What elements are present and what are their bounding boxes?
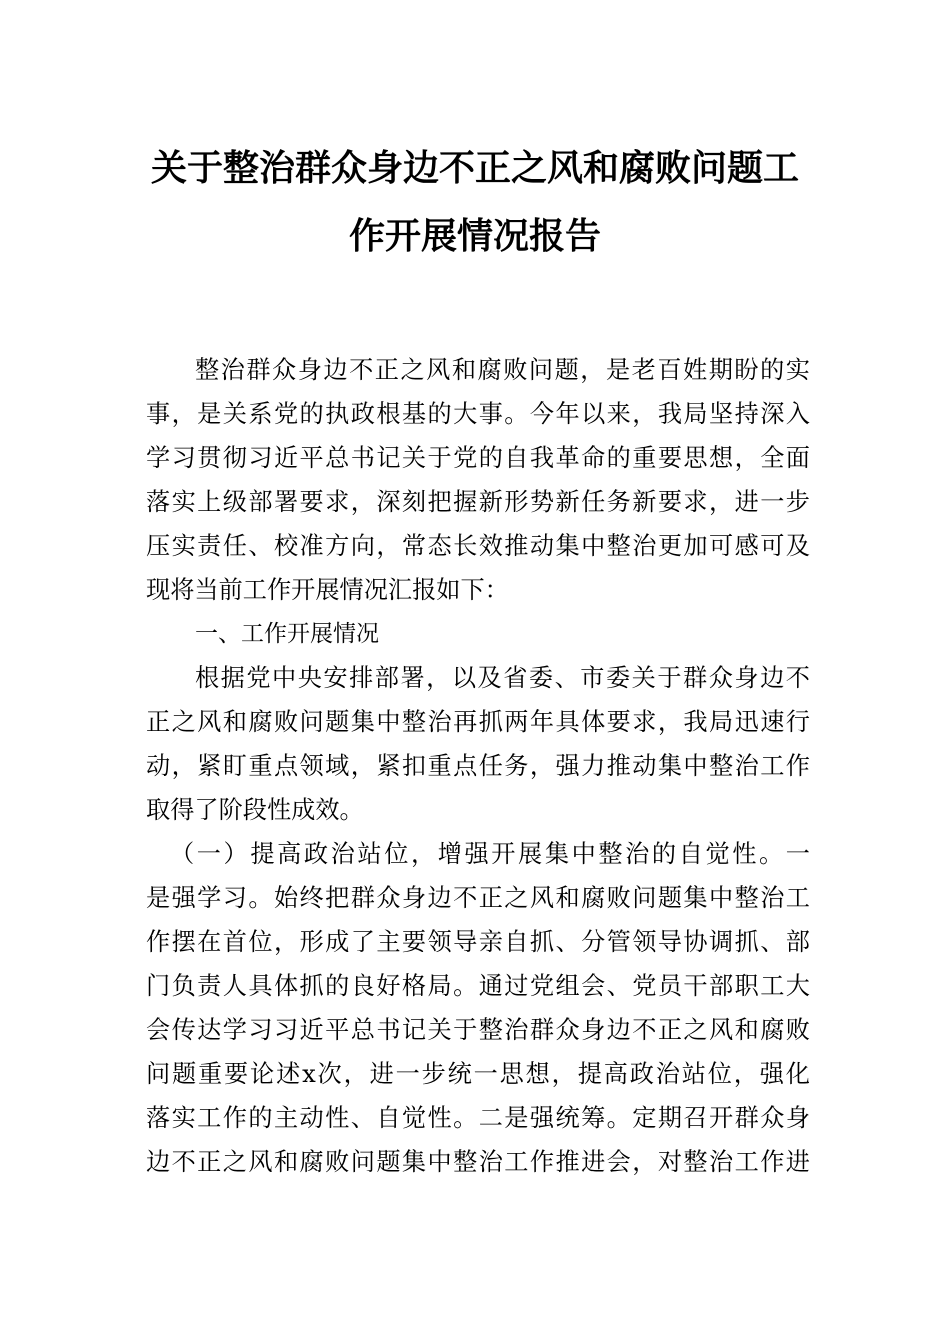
paragraph-2-line: 取得了阶段性成效。	[146, 796, 364, 824]
document-title-line-1: 关于整治群众身边不正之风和腐败问题工	[150, 147, 799, 189]
paragraph-1-line: 压实责任、校准方向，常态长效推动集中整治更加可感可及	[146, 532, 810, 560]
paragraph-2-line: 根据党中央安排部署，以及省委、市委关于群众身边不	[195, 664, 810, 692]
document-title-line-2: 作开展情况报告	[348, 215, 601, 257]
paragraph-3-line: 会传达学习习近平总书记关于整治群众身边不正之风和腐败	[146, 1016, 810, 1044]
paragraph-3-line: 作摆在首位，形成了主要领导亲自抓、分管领导协调抓、部	[146, 928, 810, 956]
section-heading: 一、工作开展情况	[195, 621, 379, 647]
paragraph-3-line: 落实工作的主动性、自觉性。二是强统筹。定期召开群众身	[146, 1104, 810, 1132]
paragraph-2-line: 正之风和腐败问题集中整治再抓两年具体要求，我局迅速行	[146, 708, 810, 736]
paragraph-3-line: （一）提高政治站位，增强开展集中整治的自觉性。一	[170, 840, 810, 868]
paragraph-3-line: 门负责人具体抓的良好格局。通过党组会、党员干部职工大	[146, 972, 810, 1000]
paragraph-3-line: 问题重要论述x次，进一步统一思想，提高政治站位，强化	[146, 1060, 810, 1088]
paragraph-1-line: 落实上级部署要求，深刻把握新形势新任务新要求，进一步	[146, 488, 810, 516]
paragraph-1-line: 整治群众身边不正之风和腐败问题，是老百姓期盼的实	[195, 356, 810, 384]
paragraph-1-line: 事，是关系党的执政根基的大事。今年以来，我局坚持深入	[146, 400, 810, 428]
paragraph-3-line: 是强学习。始终把群众身边不正之风和腐败问题集中整治工	[146, 884, 810, 912]
paragraph-1-line: 学习贯彻习近平总书记关于党的自我革命的重要思想，全面	[146, 444, 810, 472]
paragraph-2-line: 动，紧盯重点领域，紧扣重点任务，强力推动集中整治工作	[146, 752, 810, 780]
paragraph-3-line: 边不正之风和腐败问题集中整治工作推进会，对整治工作进	[146, 1148, 810, 1176]
paragraph-1-line: 现将当前工作开展情况汇报如下：	[146, 576, 509, 604]
